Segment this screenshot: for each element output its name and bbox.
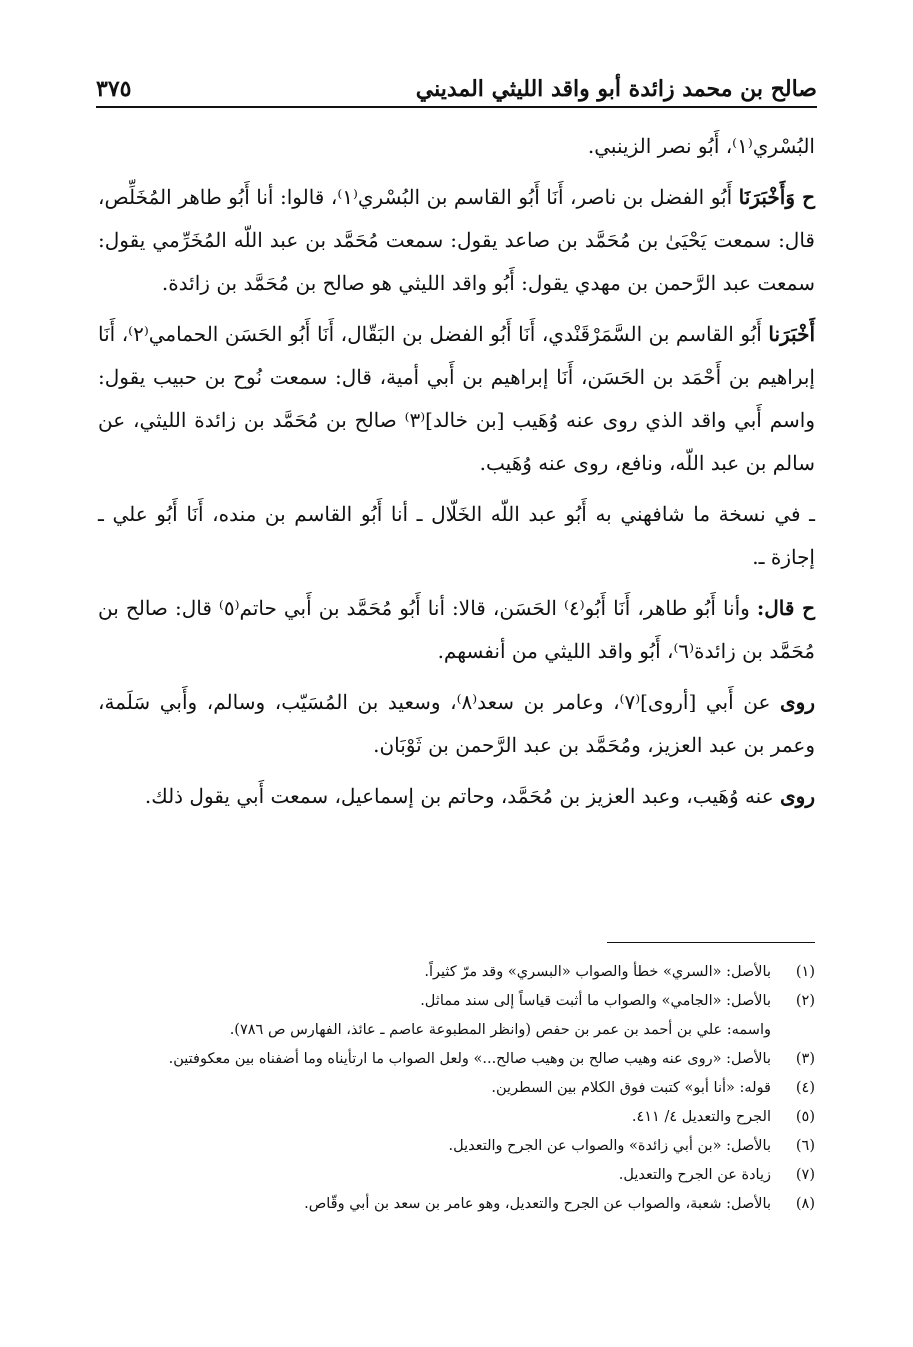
footnote <box>98 958 815 987</box>
footnote-number: (٧) <box>795 1167 815 1183</box>
paragraph <box>98 775 815 818</box>
paragraph <box>98 587 815 673</box>
footnote <box>98 1132 815 1161</box>
paragraph-text: عنه وُهَيب، وعبد العزيز بن مُحَمَّد، وحاتم بن إسماعيل، سمعت أَبي يقول ذلك. <box>144 784 781 808</box>
footnote <box>98 1161 815 1190</box>
paragraph-text: ـ في نسخة ما شافهني به أَبُو عبد اللّه الخَلّال ـ أنا أَبُو القاسم بن منده، أَنَا أَبُو علي ـ إجازة ـ. <box>98 502 815 569</box>
footnote-text: بالأصل: «روى عنه وهيب صالح بن وهيب صالح...» ولعل الصواب ما ارتأيناه وما أضفناه بين معكوفتين. <box>168 1051 771 1067</box>
footnote-text: الجرح والتعديل ٤/ ٤١١. <box>631 1109 771 1125</box>
footnote-text: بالأصل: شعبة، والصواب عن الجرح والتعديل، وهو عامر بن سعد بن أبي وقّاص. <box>304 1196 771 1212</box>
paragraph <box>98 313 815 485</box>
footnote-number: (٦) <box>795 1138 815 1154</box>
footnote-text: بالأصل: «الجامي» والصواب ما أثبت قياساً إلى سند مماثل. <box>420 993 771 1009</box>
paragraph <box>98 493 815 579</box>
running-title: صالح بن محمد زائدة أبو واقد الليثي المديني <box>415 76 817 102</box>
paragraph <box>98 125 815 168</box>
footnote-separator <box>607 942 815 943</box>
footnote <box>98 1074 815 1103</box>
paragraph-text: وأنا أَبُو طاهر، أَنَا أَبُو⁽٤⁾ الحَسَن، قالا: أنا أَبُو مُحَمَّد بن أَبي حاتم⁽٥⁾ قال: صالح بن مُحَمَّد بن زائدة⁽٦⁾، أَبُو واقد الليثي من أنفسهم. <box>98 596 815 663</box>
paragraph-lead: أَخْبَرَنا <box>768 322 815 346</box>
footnote-text: زيادة عن الجرح والتعديل. <box>618 1167 771 1183</box>
paragraph-text: البُسْري⁽١⁾، أَبُو نصر الزينبي. <box>587 134 815 158</box>
paragraph-text: عن أَبي [أروى]⁽٧⁾، وعامر بن سعد⁽٨⁾، وسعيد بن المُسَيّب، وسالم، وأَبي سَلَمة، وعمر بن عبد العزيز، ومُحَمَّد بن عبد الرَّحمن بن ثَوْبَان. <box>98 690 815 757</box>
paragraph-text: أَبُو القاسم بن السَّمَرْقَنْدي، أَنَا أَبُو الفضل بن البَقّال، أَنَا أَبُو الحَسَن الحمامي⁽٢⁾، أَنَا إبراهيم بن أَحْمَد بن الحَسَن، أَنَا إبراهيم بن أَبي أمية، قال: سمعت نُوح بن حبيب يقول: واسم أَبي واقد الذي روى عنه وُهَيب [بن خالد]⁽٣⁾ صالح بن مُحَمَّد بن زائدة الليثي، عن سالم بن عبد اللّه، ونافع، روى عنه وُهَيب. <box>98 322 815 475</box>
footnotes <box>98 958 815 1219</box>
footnote <box>98 1045 815 1074</box>
paragraph-lead: ح وَأَخْبَرَنَا <box>738 185 815 209</box>
footnote-text: واسمه: علي بن أحمد بن عمر بن حفص (وانظر المطبوعة عاصم ـ عائذ، الفهارس ص ٧٨٦). <box>229 1022 771 1038</box>
footnote-number: (٣) <box>795 1051 815 1067</box>
paragraph-lead: روى <box>780 690 815 714</box>
footnote-number: (٤) <box>795 1080 815 1096</box>
footnote-number: (٥) <box>795 1109 815 1125</box>
main-text <box>98 125 815 826</box>
footnote-number: (٢) <box>795 993 815 1009</box>
footnote <box>98 987 815 1016</box>
footnote-continuation <box>98 1016 815 1045</box>
paragraph <box>98 176 815 305</box>
footnote-number: (٨) <box>795 1196 815 1212</box>
footnote <box>98 1190 815 1219</box>
footnote-text: قوله: «أنا أبو» كتبت فوق الكلام بين السطرين. <box>491 1080 771 1096</box>
page-header <box>96 62 817 108</box>
footnote-text: بالأصل: «السري» خطأ والصواب «البسري» وقد مرّ كثيراً. <box>424 964 771 980</box>
paragraph <box>98 681 815 767</box>
footnote <box>98 1103 815 1132</box>
paragraph-lead: روى <box>780 784 815 808</box>
footnote-number: (١) <box>795 964 815 980</box>
paragraph-text: أَبُو الفضل بن ناصر، أَنَا أَبُو القاسم بن البُسْري⁽١⁾، قالوا: أنا أَبُو طاهر المُخَلِّص، قال: سمعت يَحْيَىٰ بن مُحَمَّد بن صاعد يقول: سمعت مُحَمَّد بن عبد اللّه المُخَرِّمي يقول: سمعت عبد الرَّحمن بن مهدي يقول: أَبُو واقد الليثي هو صالح بن مُحَمَّد بن زائدة. <box>98 185 815 295</box>
paragraph-lead: ح قال: <box>756 596 816 620</box>
footnote-text: بالأصل: «بن أبي زائدة» والصواب عن الجرح والتعديل. <box>448 1138 771 1154</box>
page-number: ٣٧٥ <box>96 76 132 102</box>
